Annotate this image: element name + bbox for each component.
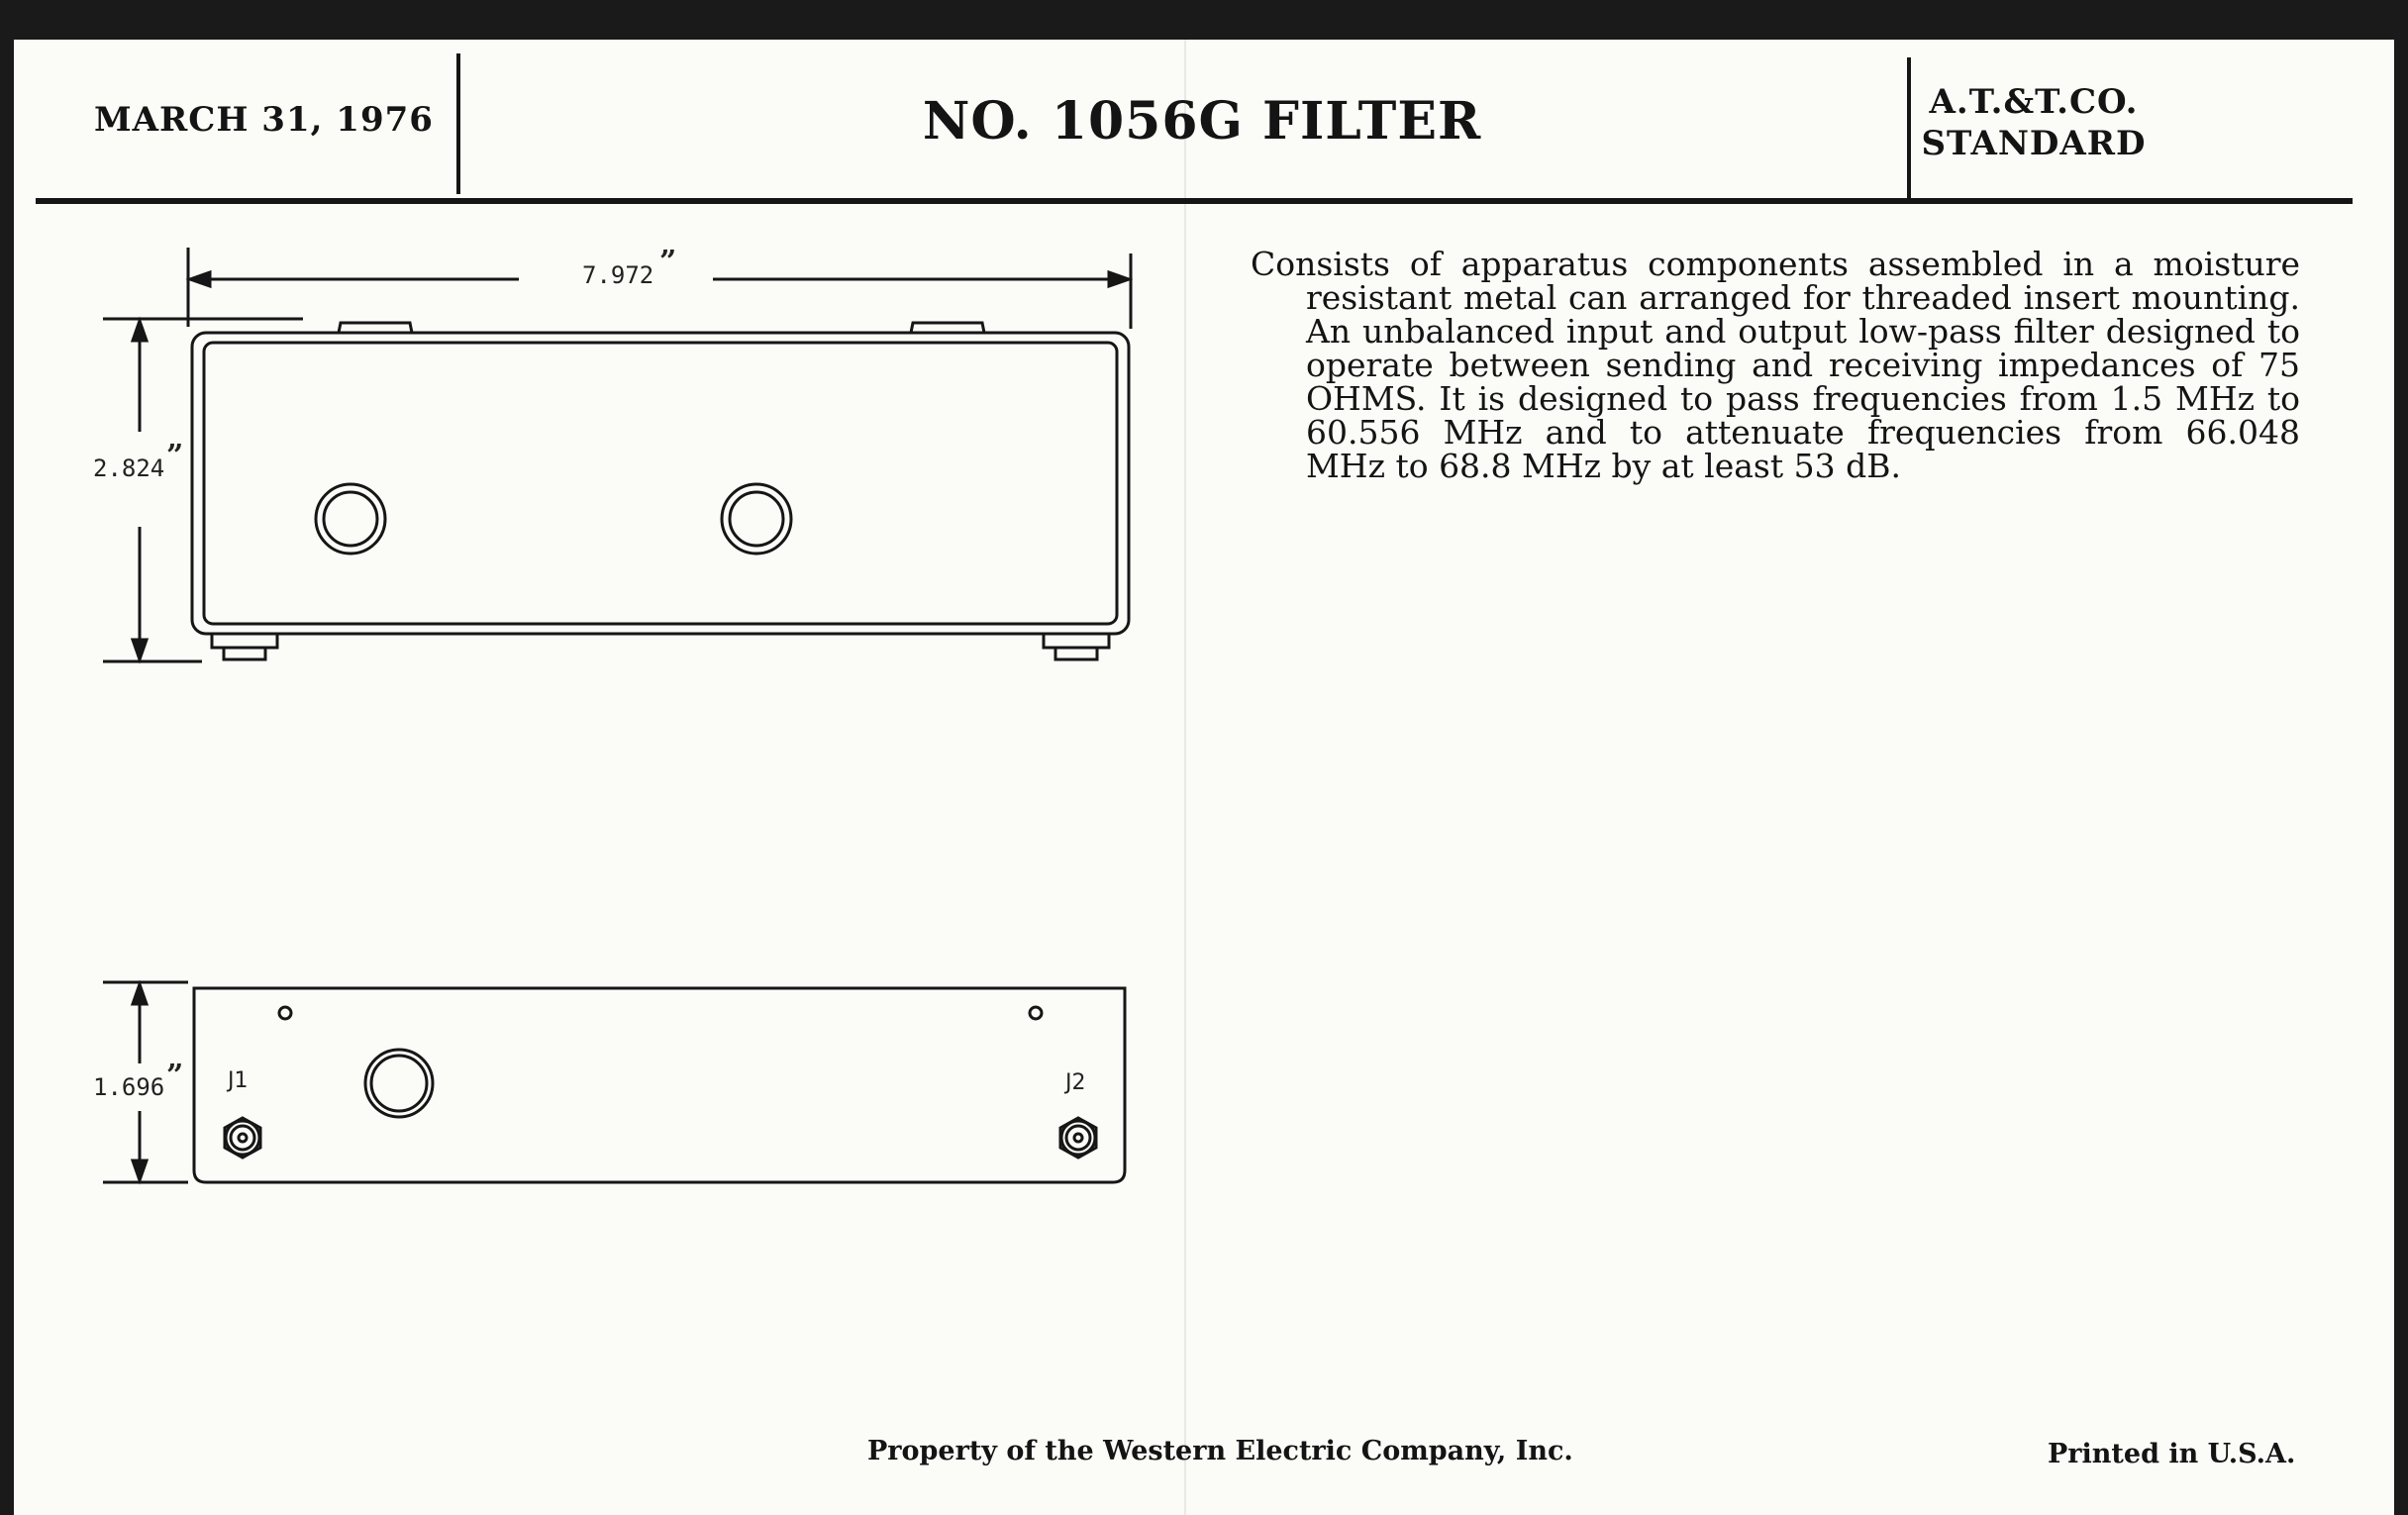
end-view-drawing xyxy=(93,982,1125,1182)
connector-j2-ring-inner xyxy=(1066,1126,1090,1150)
footer-printed: Printed in U.S.A. xyxy=(2048,1439,2296,1469)
front-foot-right-upper xyxy=(1044,634,1109,648)
fold-line xyxy=(1184,40,1186,1515)
end-height-inch-mark: ” xyxy=(166,1059,184,1093)
front-foot-right-lower xyxy=(1055,648,1097,659)
front-width-label: 7.972 xyxy=(582,261,654,289)
front-boss-right-outer xyxy=(722,484,791,554)
connector-j2-label: J2 xyxy=(1065,1070,1086,1095)
page-title: NO. 1056G FILTER xyxy=(922,91,1482,152)
connector-j1-pin xyxy=(239,1134,247,1142)
header-date: MARCH 31, 1976 xyxy=(94,100,434,140)
front-foot-left-lower xyxy=(224,648,265,659)
connector-j1-label: J1 xyxy=(228,1068,249,1093)
connector-j2-pin xyxy=(1074,1134,1082,1142)
standard-label xyxy=(1915,81,2153,164)
end-height-label: 1.696 xyxy=(93,1073,165,1101)
end-height-arrow-bottom xyxy=(133,1161,147,1180)
standard-line-1: A.T.&T.CO. xyxy=(1929,82,2139,122)
technical-drawings xyxy=(14,40,1182,1327)
end-boss-outer xyxy=(365,1050,433,1117)
header-divider-right xyxy=(1907,57,1911,198)
front-view-drawing xyxy=(93,245,1131,661)
front-boss-left-inner xyxy=(324,492,377,546)
front-height-arrow-bottom xyxy=(133,640,147,659)
end-mount-hole-left xyxy=(279,1007,291,1019)
front-width-arrow-right xyxy=(1109,272,1129,286)
connector-j1-ring-inner xyxy=(231,1126,254,1150)
end-boss-inner xyxy=(371,1056,427,1111)
description-text: Consists of apparatus components assembled in a moisture resistant metal can arranged for threaded insert mounting. An unbalanced input and output low-pass filter designed to operate between sending and receiving impedances of 75 OHMS. It is designed to pass frequencies from 1.5 MHz to 60.556 MHz and to attenuate frequencies from 66.048 MHz to 68.8 MHz by at least 53 dB. xyxy=(1251,245,2300,485)
front-foot-left-upper xyxy=(212,634,277,648)
connector-j2 xyxy=(1060,1118,1096,1158)
end-mount-hole-right xyxy=(1030,1007,1042,1019)
front-can-outline xyxy=(192,333,1129,634)
standard-line-2: STANDARD xyxy=(1921,124,2147,163)
front-height-inch-mark: ” xyxy=(166,439,184,473)
front-can-inner-outline xyxy=(204,343,1117,624)
front-boss-right-inner xyxy=(730,492,783,546)
end-height-arrow-top xyxy=(133,984,147,1004)
front-width-arrow-left xyxy=(190,272,210,286)
connector-j1 xyxy=(225,1118,260,1158)
document-sheet xyxy=(14,40,2394,1515)
end-can-outline xyxy=(194,988,1125,1182)
footer-property: Property of the Western Electric Company, Inc. xyxy=(867,1436,1573,1466)
front-height-arrow-top xyxy=(133,321,147,341)
front-width-inch-mark: ” xyxy=(659,245,677,279)
front-boss-left-outer xyxy=(316,484,385,554)
front-height-label: 2.824 xyxy=(93,454,165,482)
